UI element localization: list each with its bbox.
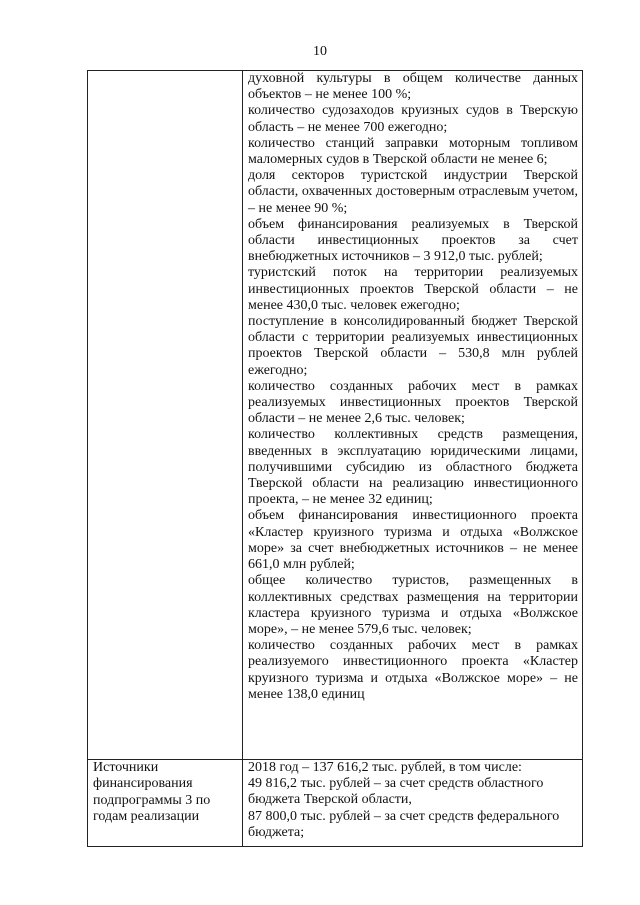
indicator-text: количество созданных рабочих мест в рамках реализуемого инвестиционного проекта «Кластер круизного туризма и отдыха «Волжское море» – не менее 138,0 единиц	[248, 638, 578, 702]
indicator-text: доля секторов туристской индустрии Тверской области, охваченных достоверным отраслевым учетом, – не менее 90 %;	[248, 168, 578, 216]
funding-sources-cell	[243, 760, 583, 847]
indicator-text: количество судозаходов круизных судов в Тверскую область – не менее 700 ежегодно;	[248, 103, 578, 135]
indicator-text: туристский поток на территории реализуемых инвестиционных проектов Тверской области – не менее 430,0 тыс. человек ежегодно;	[248, 265, 578, 313]
funding-sources-label-text: Источники финансирования подпрограммы 3 по годам реализации	[93, 760, 211, 825]
funding-text: 49 816,2 тыс. рублей – за счет средств областного бюджета Тверской области,	[248, 776, 544, 808]
indicator-text: количество коллективных средств размещения, введенных в эксплуатацию юридическими лицами, получившими субсидию из областного бюджета Тверской области на реализацию инвестиционного проекта, – не менее 32 единиц;	[248, 427, 578, 508]
passport-table	[87, 70, 583, 847]
indicator-text: объем финансирования инвестиционного проекта «Кластер круизного туризма и отдыха «Волжское море» за счет внебюджетных источников – не менее 661,0 млн рублей;	[248, 508, 578, 573]
table-row	[88, 760, 583, 847]
table-row	[88, 71, 583, 760]
funding-text: 87 800,0 тыс. рублей – за счет средств федерального бюджета;	[248, 808, 560, 840]
indicator-text: объем финансирования реализуемых в Тверской области инвестиционных проектов за счет внебюджетных источников – 3 912,0 тыс. рублей;	[248, 216, 578, 265]
page-number: 10	[313, 44, 327, 59]
row1-left-cell	[88, 71, 243, 760]
indicator-text: количество созданных рабочих мест в рамках реализуемых инвестиционных проектов Тверской области – не менее 2,6 тыс. человек;	[248, 378, 578, 427]
funding-text: 2018 год – 137 616,2 тыс. рублей, в том числе:	[248, 760, 522, 775]
indicator-text: поступление в консолидированный бюджет Тверской области с территории реализуемых инвестиционных проектов Тверской области – 530,8 млн рублей ежегодно;	[248, 314, 578, 378]
funding-sources-label	[88, 760, 243, 847]
indicator-text: общее количество туристов, размещенных в коллективных средствах размещения на территории кластера круизного туризма и отдыха «Волжское море», – не менее 579,6 тыс. человек;	[248, 573, 578, 637]
row1-right-cell	[243, 71, 583, 760]
indicator-text: духовной культуры в общем количестве данных объектов – не менее 100 %;	[248, 71, 578, 103]
indicator-text: количество станций заправки моторным топливом маломерных судов в Тверской области не менее 6;	[248, 135, 578, 168]
